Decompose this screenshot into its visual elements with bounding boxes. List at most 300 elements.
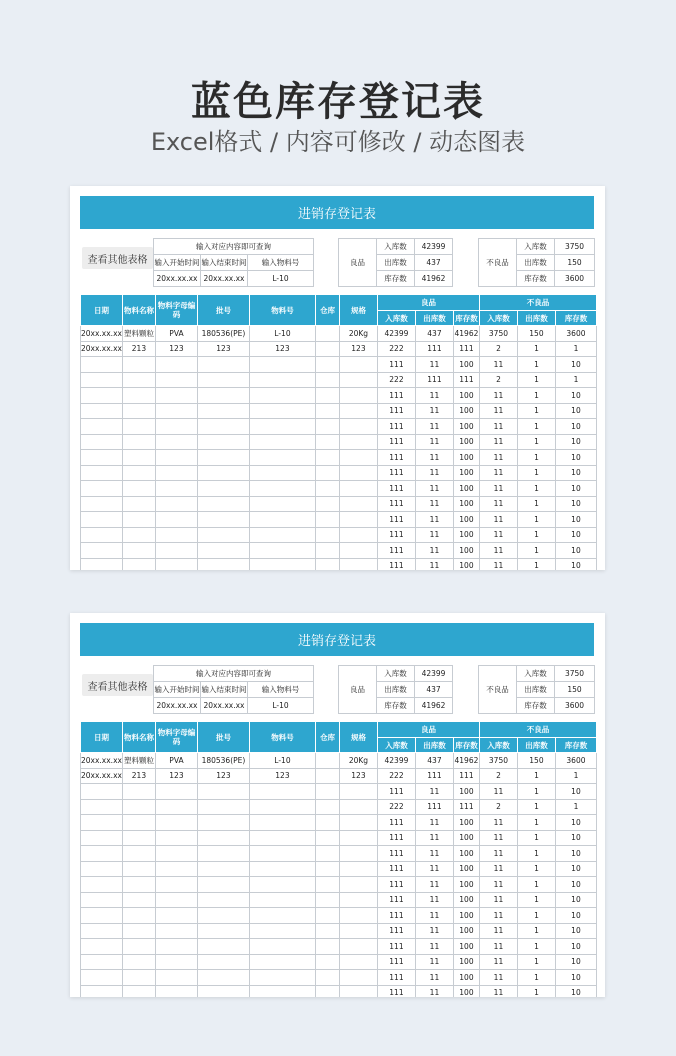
table-cell[interactable]: 111 [453, 372, 479, 388]
table-cell[interactable] [81, 558, 123, 570]
table-cell[interactable] [315, 908, 339, 924]
table-cell[interactable] [315, 326, 339, 342]
table-cell[interactable]: 111 [453, 768, 479, 784]
table-cell[interactable]: 11 [479, 465, 517, 481]
table-cell[interactable]: 11 [415, 985, 453, 997]
table-cell[interactable]: 1 [517, 892, 555, 908]
table-cell[interactable] [197, 527, 249, 543]
table-cell[interactable] [122, 954, 155, 970]
table-cell[interactable] [81, 892, 123, 908]
table-cell[interactable]: 111 [377, 877, 415, 893]
table-cell[interactable] [249, 799, 315, 815]
table-cell[interactable]: 222 [377, 799, 415, 815]
table-cell[interactable] [197, 923, 249, 939]
table-cell[interactable] [81, 403, 123, 419]
table-cell[interactable]: 100 [453, 908, 479, 924]
table-cell[interactable]: 111 [415, 768, 453, 784]
table-cell[interactable] [81, 527, 123, 543]
table-cell[interactable]: 123 [339, 341, 377, 357]
table-cell[interactable] [197, 939, 249, 955]
table-cell[interactable] [122, 558, 155, 570]
table-cell[interactable]: 20xx.xx.xx [81, 326, 123, 342]
table-cell[interactable] [249, 512, 315, 528]
table-cell[interactable] [122, 481, 155, 497]
table-cell[interactable]: 180536(PE) [197, 753, 249, 769]
table-cell[interactable] [122, 970, 155, 986]
table-cell[interactable] [155, 830, 197, 846]
table-cell[interactable]: 10 [555, 830, 596, 846]
table-cell[interactable] [155, 784, 197, 800]
table-cell[interactable]: 222 [377, 768, 415, 784]
table-cell[interactable]: 11 [479, 908, 517, 924]
table-cell[interactable]: 11 [479, 892, 517, 908]
table-cell[interactable] [339, 799, 377, 815]
table-cell[interactable] [155, 434, 197, 450]
table-cell[interactable] [339, 496, 377, 512]
table-cell[interactable]: 41962 [453, 753, 479, 769]
table-cell[interactable]: 100 [453, 434, 479, 450]
table-cell[interactable]: 1 [517, 465, 555, 481]
table-cell[interactable]: 11 [415, 543, 453, 559]
table-cell[interactable]: 1 [517, 512, 555, 528]
table-cell[interactable]: PVA [155, 753, 197, 769]
table-cell[interactable] [249, 558, 315, 570]
table-cell[interactable]: 20xx.xx.xx [81, 341, 123, 357]
table-cell[interactable]: 3600 [555, 326, 596, 342]
table-cell[interactable]: 11 [479, 830, 517, 846]
table-cell[interactable] [339, 892, 377, 908]
table-cell[interactable] [155, 481, 197, 497]
table-cell[interactable]: 222 [377, 372, 415, 388]
table-cell[interactable]: 111 [377, 892, 415, 908]
table-cell[interactable] [315, 830, 339, 846]
table-cell[interactable] [81, 450, 123, 466]
table-cell[interactable]: 11 [479, 985, 517, 997]
table-cell[interactable]: 1 [517, 372, 555, 388]
end-time-input[interactable]: 20xx.xx.xx [201, 698, 248, 714]
table-cell[interactable] [339, 465, 377, 481]
table-cell[interactable] [249, 372, 315, 388]
table-cell[interactable] [155, 357, 197, 373]
table-cell[interactable] [81, 434, 123, 450]
table-cell[interactable]: 10 [555, 558, 596, 570]
table-cell[interactable]: 11 [415, 527, 453, 543]
table-cell[interactable] [315, 341, 339, 357]
table-cell[interactable] [339, 830, 377, 846]
table-cell[interactable]: 11 [479, 496, 517, 512]
table-cell[interactable]: 1 [517, 450, 555, 466]
table-cell[interactable]: 11 [479, 939, 517, 955]
table-cell[interactable] [122, 388, 155, 404]
table-cell[interactable]: 111 [377, 543, 415, 559]
table-cell[interactable] [122, 939, 155, 955]
table-cell[interactable]: 100 [453, 939, 479, 955]
table-cell[interactable] [155, 861, 197, 877]
table-cell[interactable]: 2 [479, 799, 517, 815]
table-cell[interactable] [249, 908, 315, 924]
table-cell[interactable] [197, 512, 249, 528]
table-cell[interactable]: 11 [415, 830, 453, 846]
table-cell[interactable] [339, 481, 377, 497]
table-cell[interactable] [197, 450, 249, 466]
table-cell[interactable]: 100 [453, 985, 479, 997]
table-cell[interactable]: 111 [377, 861, 415, 877]
table-cell[interactable] [315, 846, 339, 862]
table-cell[interactable]: 100 [453, 388, 479, 404]
table-cell[interactable]: 10 [555, 892, 596, 908]
table-cell[interactable] [197, 434, 249, 450]
table-cell[interactable]: 100 [453, 954, 479, 970]
table-cell[interactable] [197, 815, 249, 831]
table-cell[interactable] [315, 892, 339, 908]
table-cell[interactable] [315, 465, 339, 481]
table-cell[interactable]: 1 [517, 970, 555, 986]
view-other-sheets-button[interactable]: 查看其他表格 [82, 247, 153, 269]
table-cell[interactable] [249, 465, 315, 481]
table-cell[interactable] [122, 846, 155, 862]
table-cell[interactable]: 11 [415, 496, 453, 512]
table-cell[interactable]: 123 [249, 341, 315, 357]
table-cell[interactable] [315, 512, 339, 528]
table-cell[interactable] [249, 846, 315, 862]
table-cell[interactable] [315, 357, 339, 373]
table-cell[interactable] [81, 877, 123, 893]
table-cell[interactable] [249, 861, 315, 877]
table-cell[interactable] [81, 388, 123, 404]
table-cell[interactable]: 10 [555, 877, 596, 893]
table-cell[interactable] [315, 768, 339, 784]
table-cell[interactable] [155, 419, 197, 435]
table-cell[interactable] [81, 372, 123, 388]
table-cell[interactable] [155, 970, 197, 986]
table-cell[interactable] [249, 954, 315, 970]
table-cell[interactable]: 1 [517, 846, 555, 862]
table-cell[interactable]: 42399 [377, 326, 415, 342]
table-cell[interactable] [339, 970, 377, 986]
table-cell[interactable]: 11 [415, 815, 453, 831]
table-cell[interactable]: 11 [415, 908, 453, 924]
table-cell[interactable] [122, 815, 155, 831]
table-cell[interactable] [197, 784, 249, 800]
table-cell[interactable]: 213 [122, 768, 155, 784]
table-cell[interactable]: 10 [555, 496, 596, 512]
table-cell[interactable]: 11 [415, 861, 453, 877]
table-cell[interactable]: 3750 [479, 753, 517, 769]
table-cell[interactable]: 111 [377, 815, 415, 831]
table-cell[interactable] [197, 543, 249, 559]
table-cell[interactable]: PVA [155, 326, 197, 342]
table-cell[interactable] [155, 512, 197, 528]
end-time-input[interactable]: 20xx.xx.xx [201, 271, 248, 287]
table-cell[interactable] [81, 512, 123, 528]
table-cell[interactable] [315, 923, 339, 939]
table-cell[interactable]: 2 [479, 372, 517, 388]
table-cell[interactable]: 1 [517, 341, 555, 357]
table-cell[interactable]: 100 [453, 830, 479, 846]
table-cell[interactable]: 11 [415, 403, 453, 419]
table-cell[interactable]: 11 [479, 357, 517, 373]
table-cell[interactable]: 1 [517, 543, 555, 559]
table-cell[interactable]: 100 [453, 543, 479, 559]
table-cell[interactable] [315, 434, 339, 450]
start-time-input[interactable]: 20xx.xx.xx [154, 698, 201, 714]
material-code-input[interactable]: L-10 [248, 698, 314, 714]
table-cell[interactable] [197, 954, 249, 970]
table-cell[interactable]: 111 [453, 799, 479, 815]
table-cell[interactable]: 111 [377, 954, 415, 970]
table-cell[interactable]: 11 [415, 877, 453, 893]
table-cell[interactable]: 100 [453, 815, 479, 831]
table-cell[interactable] [81, 465, 123, 481]
table-cell[interactable]: 1 [517, 985, 555, 997]
table-cell[interactable] [315, 939, 339, 955]
table-cell[interactable] [197, 419, 249, 435]
table-cell[interactable] [155, 799, 197, 815]
table-cell[interactable]: 1 [517, 815, 555, 831]
table-cell[interactable] [155, 558, 197, 570]
table-cell[interactable]: 10 [555, 908, 596, 924]
table-cell[interactable]: 11 [479, 434, 517, 450]
table-cell[interactable] [315, 815, 339, 831]
table-cell[interactable] [155, 388, 197, 404]
table-cell[interactable]: 3750 [479, 326, 517, 342]
table-cell[interactable]: 213 [122, 341, 155, 357]
table-cell[interactable] [315, 403, 339, 419]
table-cell[interactable] [315, 954, 339, 970]
table-cell[interactable] [315, 784, 339, 800]
table-cell[interactable]: 11 [415, 954, 453, 970]
table-cell[interactable]: 1 [517, 768, 555, 784]
table-cell[interactable] [155, 815, 197, 831]
table-cell[interactable]: 111 [377, 527, 415, 543]
table-cell[interactable]: 11 [479, 527, 517, 543]
table-cell[interactable] [81, 970, 123, 986]
table-cell[interactable]: 11 [479, 512, 517, 528]
table-cell[interactable] [339, 558, 377, 570]
table-cell[interactable]: 11 [479, 558, 517, 570]
table-cell[interactable]: 10 [555, 543, 596, 559]
table-cell[interactable]: L-10 [249, 753, 315, 769]
table-cell[interactable]: 10 [555, 465, 596, 481]
table-cell[interactable]: 111 [415, 341, 453, 357]
table-cell[interactable]: 111 [377, 465, 415, 481]
table-cell[interactable]: 123 [197, 768, 249, 784]
table-cell[interactable] [197, 830, 249, 846]
table-cell[interactable]: 1 [517, 527, 555, 543]
table-cell[interactable] [122, 512, 155, 528]
table-cell[interactable] [315, 985, 339, 997]
table-cell[interactable]: 1 [517, 954, 555, 970]
table-cell[interactable]: 100 [453, 846, 479, 862]
table-cell[interactable]: 1 [517, 496, 555, 512]
table-cell[interactable] [81, 861, 123, 877]
table-cell[interactable]: 11 [415, 481, 453, 497]
table-cell[interactable]: L-10 [249, 326, 315, 342]
table-cell[interactable]: 11 [415, 357, 453, 373]
table-cell[interactable]: 11 [479, 450, 517, 466]
table-cell[interactable] [339, 419, 377, 435]
table-cell[interactable]: 100 [453, 784, 479, 800]
table-cell[interactable] [315, 753, 339, 769]
table-cell[interactable]: 10 [555, 923, 596, 939]
table-cell[interactable] [122, 830, 155, 846]
table-cell[interactable] [155, 496, 197, 512]
table-cell[interactable] [197, 970, 249, 986]
table-cell[interactable]: 10 [555, 419, 596, 435]
table-cell[interactable] [81, 954, 123, 970]
table-cell[interactable] [249, 419, 315, 435]
table-cell[interactable] [122, 372, 155, 388]
table-cell[interactable] [155, 954, 197, 970]
table-cell[interactable] [339, 908, 377, 924]
table-cell[interactable]: 11 [479, 403, 517, 419]
table-cell[interactable] [315, 861, 339, 877]
table-cell[interactable] [155, 450, 197, 466]
table-cell[interactable] [339, 527, 377, 543]
table-cell[interactable]: 10 [555, 450, 596, 466]
table-cell[interactable]: 11 [415, 892, 453, 908]
table-cell[interactable]: 111 [377, 784, 415, 800]
table-cell[interactable] [315, 558, 339, 570]
table-cell[interactable] [249, 543, 315, 559]
table-cell[interactable] [197, 861, 249, 877]
table-cell[interactable] [315, 481, 339, 497]
table-cell[interactable]: 111 [377, 923, 415, 939]
table-cell[interactable]: 10 [555, 861, 596, 877]
table-cell[interactable]: 111 [415, 372, 453, 388]
table-cell[interactable]: 10 [555, 357, 596, 373]
table-cell[interactable]: 1 [517, 923, 555, 939]
table-cell[interactable]: 222 [377, 341, 415, 357]
table-cell[interactable]: 10 [555, 985, 596, 997]
table-cell[interactable] [122, 527, 155, 543]
table-cell[interactable]: 2 [479, 341, 517, 357]
table-cell[interactable] [155, 908, 197, 924]
table-cell[interactable] [81, 419, 123, 435]
table-cell[interactable]: 111 [377, 908, 415, 924]
table-cell[interactable] [249, 815, 315, 831]
table-cell[interactable] [122, 892, 155, 908]
table-cell[interactable]: 111 [377, 450, 415, 466]
table-cell[interactable] [339, 543, 377, 559]
table-cell[interactable]: 111 [415, 799, 453, 815]
table-cell[interactable]: 150 [517, 753, 555, 769]
table-cell[interactable]: 100 [453, 357, 479, 373]
table-cell[interactable]: 11 [479, 481, 517, 497]
table-cell[interactable]: 11 [479, 815, 517, 831]
table-cell[interactable]: 11 [415, 512, 453, 528]
table-cell[interactable]: 123 [197, 341, 249, 357]
material-code-input[interactable]: L-10 [248, 271, 314, 287]
table-cell[interactable] [155, 527, 197, 543]
table-cell[interactable]: 11 [479, 419, 517, 435]
table-cell[interactable]: 1 [517, 481, 555, 497]
table-cell[interactable] [155, 985, 197, 997]
table-cell[interactable] [122, 403, 155, 419]
table-cell[interactable] [197, 799, 249, 815]
table-cell[interactable]: 111 [377, 985, 415, 997]
table-cell[interactable]: 10 [555, 784, 596, 800]
table-cell[interactable]: 20Kg [339, 753, 377, 769]
table-cell[interactable] [339, 846, 377, 862]
table-cell[interactable]: 100 [453, 923, 479, 939]
table-cell[interactable] [155, 892, 197, 908]
table-cell[interactable]: 塑料颗粒 [122, 753, 155, 769]
table-cell[interactable] [155, 543, 197, 559]
table-cell[interactable]: 100 [453, 496, 479, 512]
table-cell[interactable] [197, 892, 249, 908]
table-cell[interactable]: 1 [517, 388, 555, 404]
table-cell[interactable] [339, 923, 377, 939]
table-cell[interactable]: 11 [415, 923, 453, 939]
table-cell[interactable]: 1 [517, 799, 555, 815]
table-cell[interactable]: 10 [555, 970, 596, 986]
table-cell[interactable]: 1 [517, 558, 555, 570]
table-cell[interactable] [197, 496, 249, 512]
table-cell[interactable] [197, 481, 249, 497]
table-cell[interactable] [122, 434, 155, 450]
table-cell[interactable] [249, 784, 315, 800]
table-cell[interactable]: 111 [377, 481, 415, 497]
table-cell[interactable]: 10 [555, 954, 596, 970]
table-cell[interactable] [315, 372, 339, 388]
table-cell[interactable] [339, 784, 377, 800]
table-cell[interactable] [249, 985, 315, 997]
table-cell[interactable]: 11 [415, 388, 453, 404]
table-cell[interactable]: 100 [453, 481, 479, 497]
table-cell[interactable] [339, 939, 377, 955]
table-cell[interactable] [197, 908, 249, 924]
table-cell[interactable]: 10 [555, 481, 596, 497]
table-cell[interactable] [197, 846, 249, 862]
table-cell[interactable]: 100 [453, 877, 479, 893]
table-cell[interactable] [81, 784, 123, 800]
table-cell[interactable] [81, 985, 123, 997]
table-cell[interactable]: 11 [415, 434, 453, 450]
table-cell[interactable]: 1 [555, 799, 596, 815]
table-cell[interactable]: 11 [415, 465, 453, 481]
table-cell[interactable]: 42399 [377, 753, 415, 769]
table-cell[interactable] [315, 388, 339, 404]
table-cell[interactable]: 11 [415, 939, 453, 955]
table-cell[interactable] [197, 388, 249, 404]
table-cell[interactable]: 111 [377, 830, 415, 846]
table-cell[interactable] [339, 815, 377, 831]
table-cell[interactable]: 100 [453, 892, 479, 908]
table-cell[interactable]: 20xx.xx.xx [81, 753, 123, 769]
table-cell[interactable] [249, 970, 315, 986]
table-cell[interactable] [81, 481, 123, 497]
table-cell[interactable]: 10 [555, 403, 596, 419]
table-cell[interactable] [339, 357, 377, 373]
table-cell[interactable] [339, 512, 377, 528]
table-cell[interactable]: 11 [415, 450, 453, 466]
table-cell[interactable]: 111 [377, 403, 415, 419]
table-cell[interactable]: 1 [517, 877, 555, 893]
table-cell[interactable]: 111 [377, 419, 415, 435]
table-cell[interactable] [122, 877, 155, 893]
table-cell[interactable] [155, 846, 197, 862]
table-cell[interactable]: 111 [377, 388, 415, 404]
table-cell[interactable]: 111 [377, 434, 415, 450]
table-cell[interactable] [197, 465, 249, 481]
table-cell[interactable] [249, 450, 315, 466]
table-cell[interactable] [122, 450, 155, 466]
table-cell[interactable]: 1 [555, 372, 596, 388]
table-cell[interactable]: 11 [479, 784, 517, 800]
table-cell[interactable] [339, 434, 377, 450]
table-cell[interactable]: 100 [453, 527, 479, 543]
